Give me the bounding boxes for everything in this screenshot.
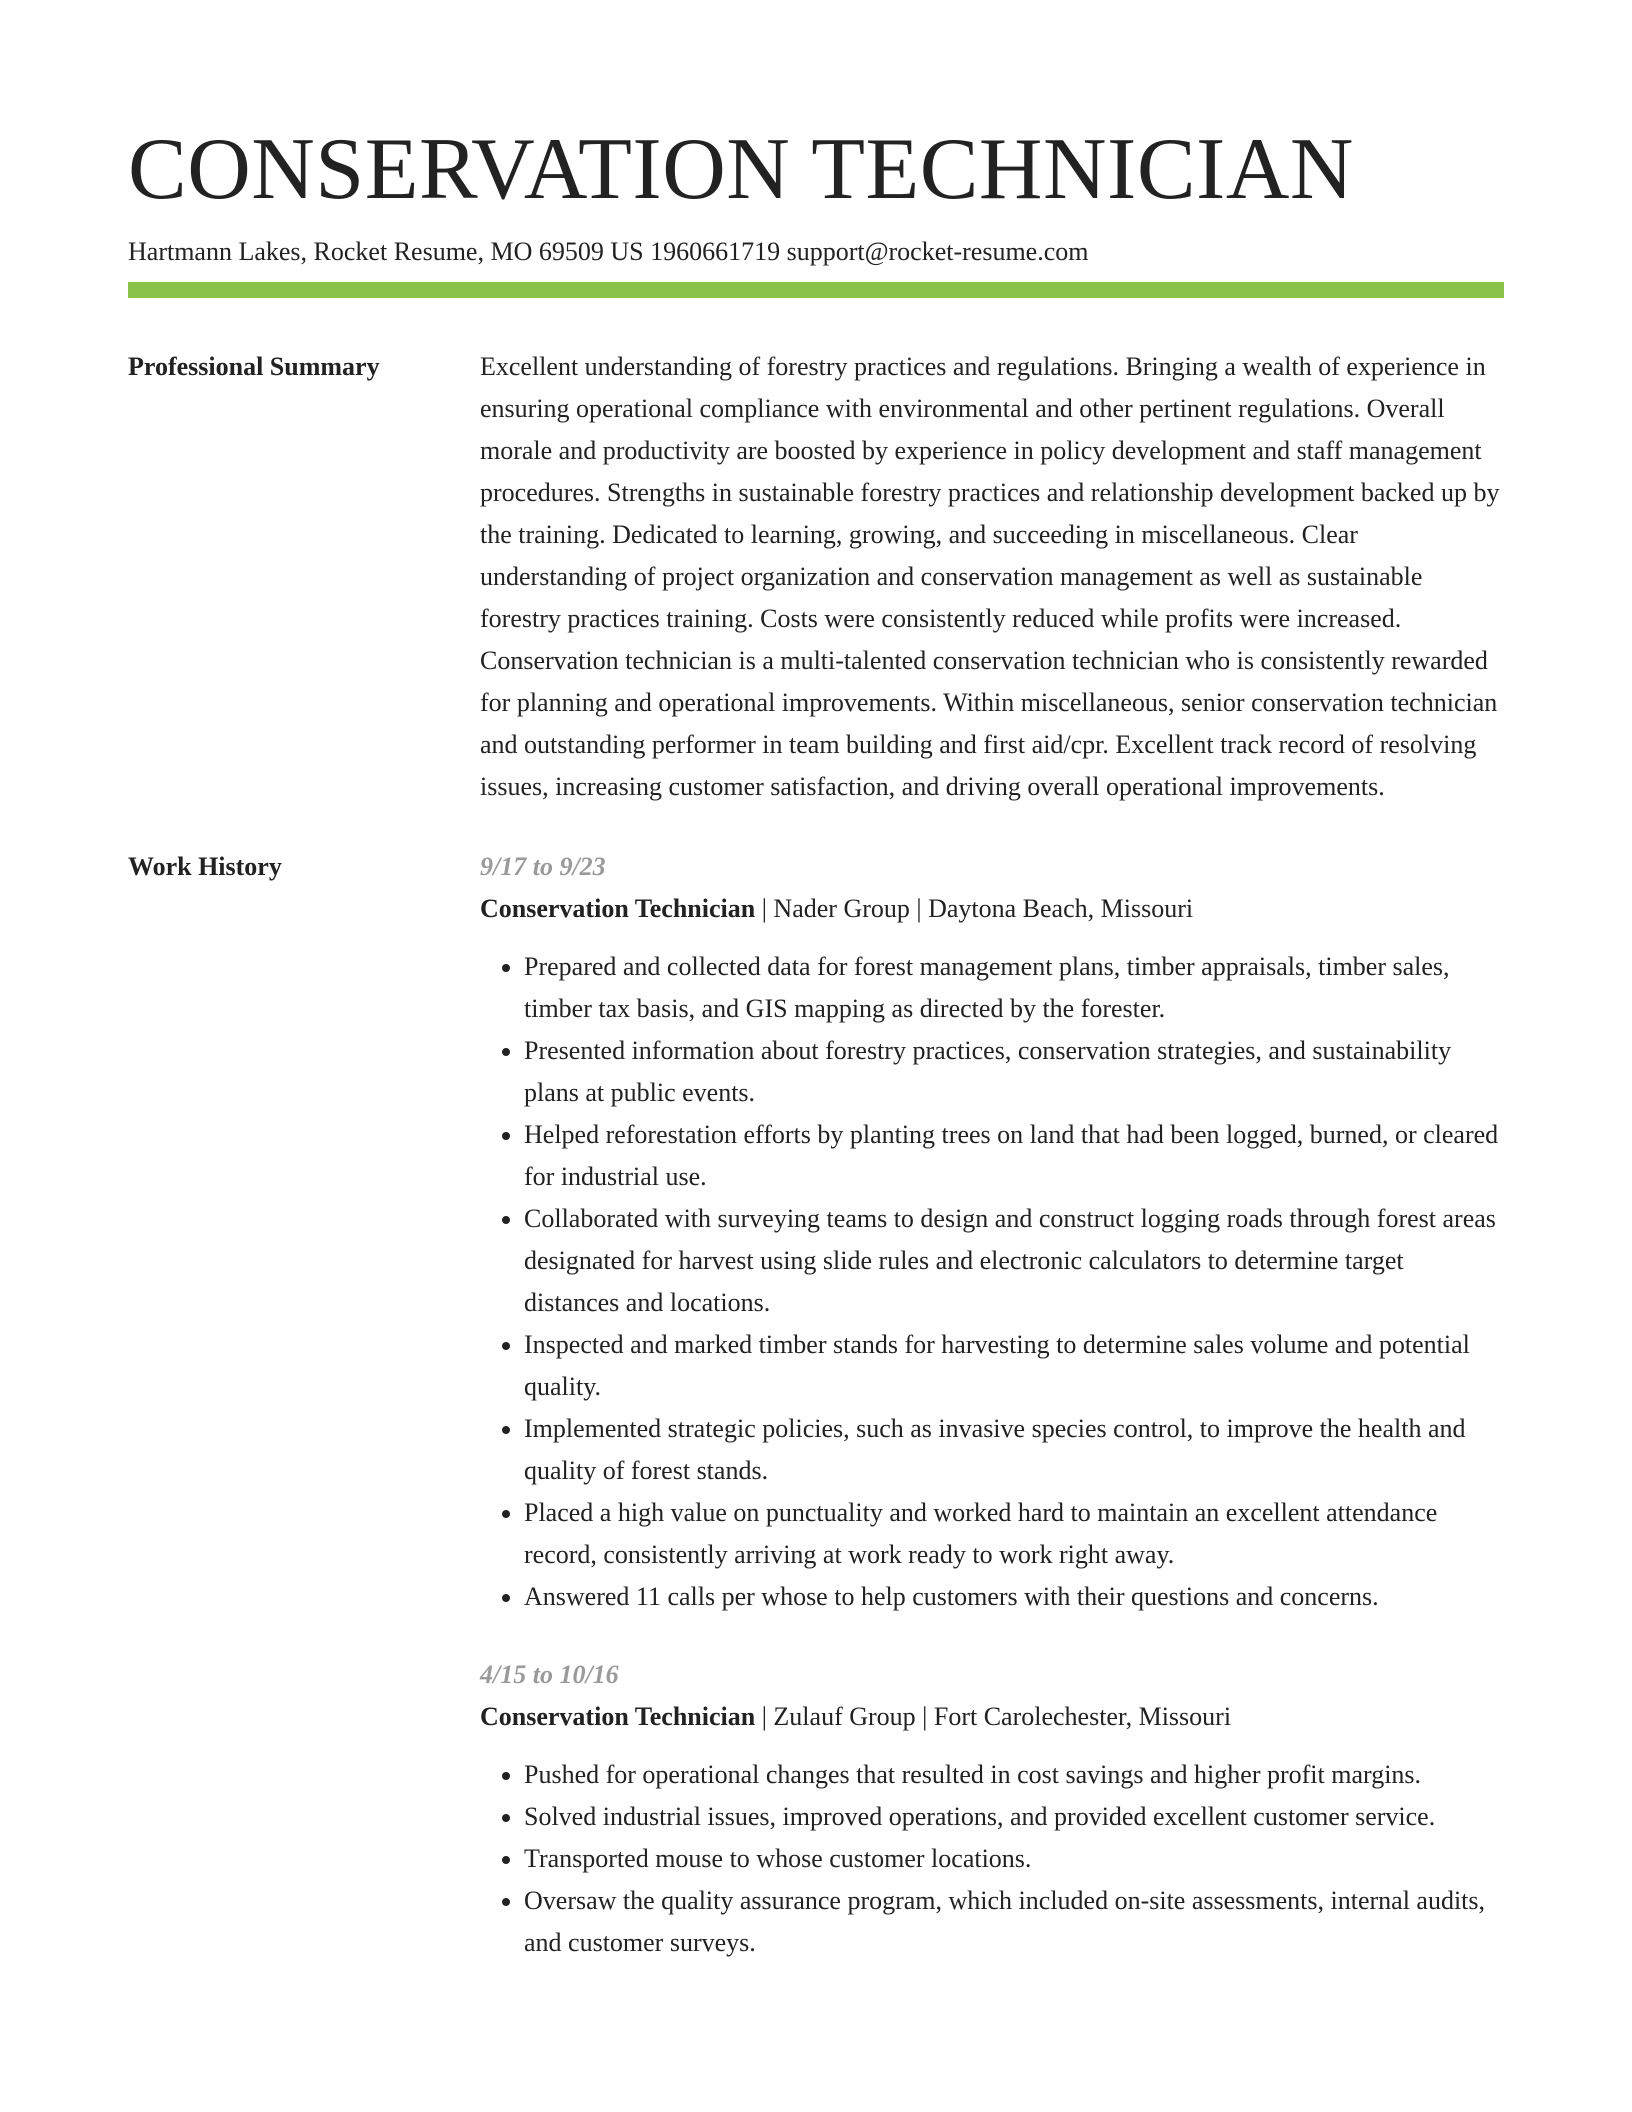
job-bullet: • Transported mouse to whose customer locations.	[524, 1838, 1504, 1880]
job-title: Conservation Technician	[480, 1702, 756, 1731]
job-bullet: • Collaborated with surveying teams to design and construct logging roads through forest areas designated for harvest using slide rules and electronic calculators to determine target distances and locations.	[524, 1198, 1504, 1324]
work-history-section	[128, 846, 1504, 1964]
job-bullet: • Inspected and marked timber stands for harvesting to determine sales volume and potential quality.	[524, 1324, 1504, 1408]
job-bullet: • Presented information about forestry practices, conservation strategies, and sustainability plans at public events.	[524, 1030, 1504, 1114]
job-entry	[480, 846, 1504, 1618]
job-company-location: | Zulauf Group | Fort Carolechester, Missouri	[755, 1702, 1232, 1731]
job-role	[480, 888, 1504, 930]
job-bullet: • Implemented strategic policies, such as invasive species control, to improve the health and quality of forest stands.	[524, 1408, 1504, 1492]
work-history-heading: Work History	[128, 852, 282, 881]
job-entry	[480, 1654, 1504, 1964]
work-history-body	[480, 846, 1504, 1964]
job-dates: 9/17 to 9/23	[480, 852, 606, 881]
summary-heading: Professional Summary	[128, 352, 380, 381]
job-dates: 4/15 to 10/16	[480, 1660, 619, 1689]
job-bullets	[480, 946, 1504, 1618]
job-bullets	[480, 1754, 1504, 1964]
job-bullet: • Solved industrial issues, improved operations, and provided excellent customer service.	[524, 1796, 1504, 1838]
job-bullet: • Prepared and collected data for forest management plans, timber appraisals, timber sales, timber tax basis, and GIS mapping as directed by the forester.	[524, 946, 1504, 1030]
job-role	[480, 1696, 1504, 1738]
job-title: Conservation Technician	[480, 894, 756, 923]
header-divider	[128, 282, 1504, 298]
resume-title: CONSERVATION TECHNICIAN	[128, 121, 1354, 218]
job-bullet: • Answered 11 calls per whose to help customers with their questions and concerns.	[524, 1576, 1504, 1618]
job-bullet: • Oversaw the quality assurance program, which included on-site assessments, internal audits, and customer surveys.	[524, 1880, 1504, 1964]
job-company-location: | Nader Group | Daytona Beach, Missouri	[755, 894, 1194, 923]
summary-text: Excellent understanding of forestry practices and regulations. Bringing a wealth of experience in ensuring operational compliance with environmental and other pertinent regulations. Overall morale and productivity are boosted by experience in policy development and staff management procedures. Strengths in sustainable forestry practices and relationship development backed up by the training. Dedicated to learning, growing, and succeeding in miscellaneous. Clear understanding of project organization and conservation management as well as sustainable forestry practices training. Costs were consistently reduced while profits were increased. Conservation technician is a multi-talented conservation technician who is consistently rewarded for planning and operational improvements. Within miscellaneous, senior conservation technician and outstanding performer in team building and first aid/cpr. Excellent track record of resolving issues, increasing customer satisfaction, and driving overall operational improvements.	[480, 352, 1500, 801]
job-bullet: • Placed a high value on punctuality and worked hard to maintain an excellent attendance record, consistently arriving at work ready to work right away.	[524, 1492, 1504, 1576]
contact-line: Hartmann Lakes, Rocket Resume, MO 69509 US 1960661719 support@rocket-resume.com	[128, 237, 1089, 266]
summary-body	[480, 346, 1504, 808]
summary-section	[128, 346, 1504, 808]
job-bullet: • Helped reforestation efforts by planting trees on land that had been logged, burned, or cleared for industrial use.	[524, 1114, 1504, 1198]
resume-page	[128, 118, 1504, 1964]
job-bullet: • Pushed for operational changes that resulted in cost savings and higher profit margins.	[524, 1754, 1504, 1796]
